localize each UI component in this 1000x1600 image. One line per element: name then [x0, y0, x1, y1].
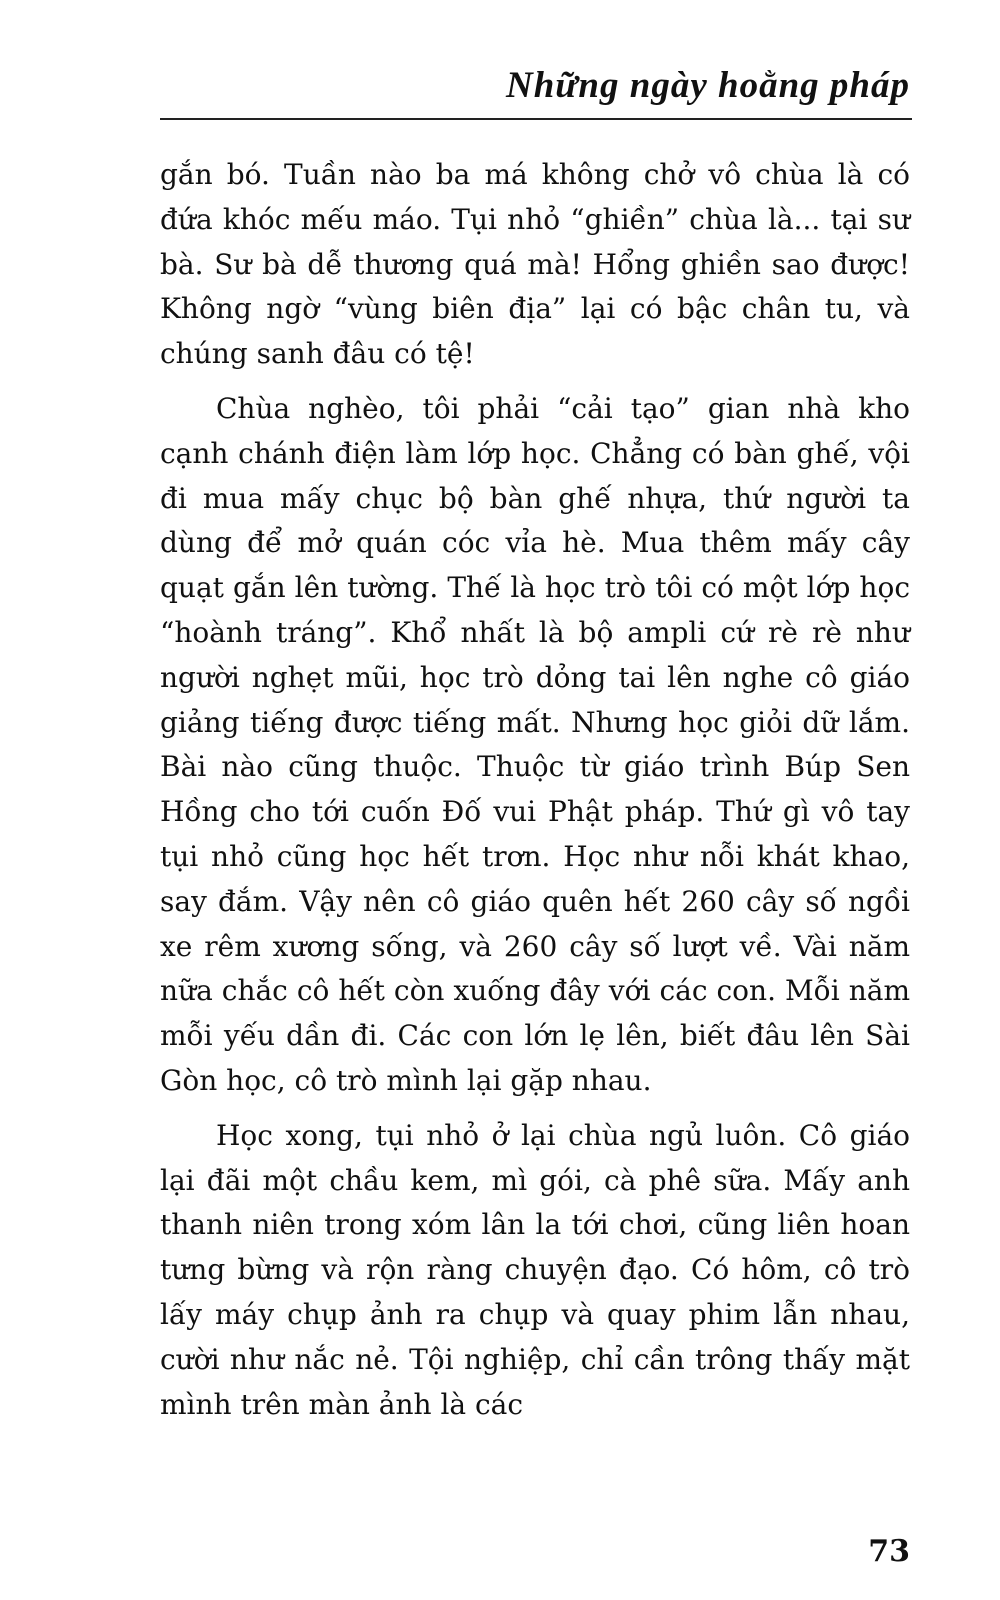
- body-text: [160, 153, 910, 1427]
- paragraph: Chùa nghèo, tôi phải “cải tạo” gian nhà kho cạnh chánh điện làm lớp học. Chẳng có bàn ghế, vội đi mua mấy chục bộ bàn ghế nhựa, thứ người ta dùng để mở quán cóc vỉa hè. Mua thêm mấy cây quạt gắn lên tường. Thế là học trò tôi có một lớp học “hoành tráng”. Khổ nhất là bộ ampli cứ rè rè như người nghẹt mũi, học trò dỏng tai lên nghe cô giáo giảng tiếng được tiếng mất. Nhưng học giỏi dữ lắm. Bài nào cũng thuộc. Thuộc từ giáo trình Búp Sen Hồng cho tới cuốn Đố vui Phật pháp. Thứ gì vô tay tụi nhỏ cũng học hết trơn. Học như nỗi khát khao, say đắm. Vậy nên cô giáo quên hết 260 cây số ngồi xe rêm xương sống, và 260 cây số lượt về. Vài năm nữa chắc cô hết còn xuống đây với các con. Mỗi năm mỗi yếu dần đi. Các con lớn lẹ lên, biết đâu lên Sài Gòn học, cô trò mình lại gặp nhau.: [160, 391, 910, 1097]
- paragraph: Học xong, tụi nhỏ ở lại chùa ngủ luôn. Cô giáo lại đãi một chầu kem, mì gói, cà phê sữa. Mấy anh thanh niên trong xóm lân la tới chơi, cũng liên hoan tưng bừng và rộn ràng chuyện đạo. Có hôm, cô trò lấy máy chụp ảnh ra chụp và quay phim lẫn nhau, cười như nắc nẻ. Tội nghiệp, chỉ cần trông thấy mặt mình trên màn ảnh là các: [160, 1118, 910, 1421]
- page-number: 73: [868, 1534, 910, 1569]
- running-header-title: Những ngày hoằng pháp: [505, 65, 910, 106]
- paragraph-continued: gắn bó. Tuần nào ba má không chở vô chùa là có đứa khóc mếu máo. Tụi nhỏ “ghiền” chùa là... tại sư bà. Sư bà dễ thương quá mà! Hổng ghiền sao được! Không ngờ “vùng biên địa” lại có bậc chân tu, và chúng sanh đâu có tệ!: [160, 158, 910, 371]
- header-divider: [160, 118, 912, 120]
